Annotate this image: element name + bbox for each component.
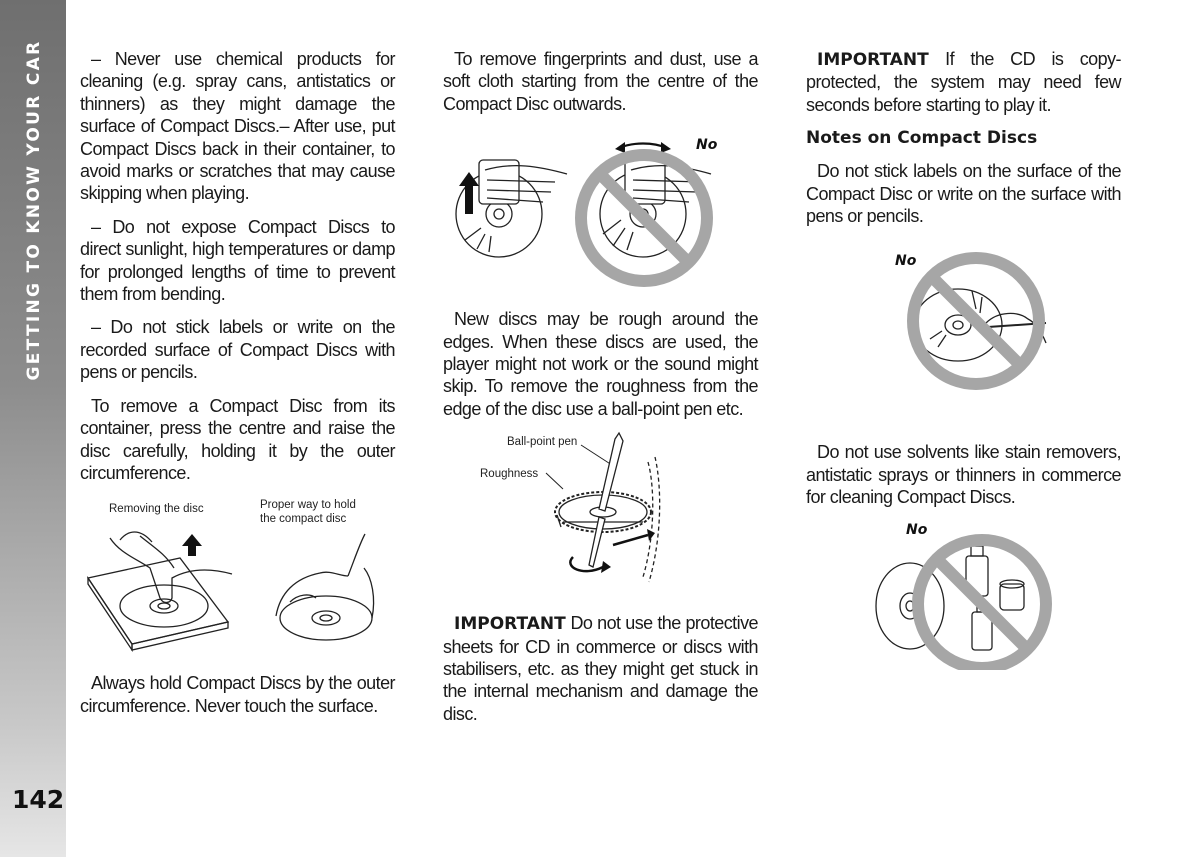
paragraph-important-copy-protected <box>806 48 1121 116</box>
heading-notes-on-compact-discs: Notes on Compact Discs <box>806 128 1038 149</box>
paragraph-hold-circumference: Always hold Compact Discs by the outer circumference. Never touch the surface. <box>80 673 395 716</box>
prohibition-sign-icon <box>918 540 1046 668</box>
paragraph-no-labels: Do not stick labels on the surface of the Compact Disc or write on the surface with pens or pencils. <box>806 161 1121 227</box>
paragraph-chemical-products: – Never use chemical products for cleaning (e.g. spray cans, antistatics or thinners) as they might damage the surface of Compact Discs.– After use, put Compact Discs back in their container, to avoid marks or scratches that may cause skipping when playing. <box>80 49 395 204</box>
label-ballpoint-pen: Ball-point pen <box>507 436 578 449</box>
page-number: 142 <box>12 785 65 814</box>
rough-disc-drawing <box>546 445 660 582</box>
caption-removing-disc: Removing the disc <box>109 503 204 516</box>
important-label: IMPORTANT <box>817 50 929 70</box>
up-arrow-icon <box>182 534 202 556</box>
column-3 <box>806 48 1121 670</box>
paragraph-sunlight: – Do not expose Compact Discs to direct sunlight, high temperatures or damp for prolonged lengths of time to prevent them from bending. <box>80 216 395 305</box>
column-1 <box>80 48 395 728</box>
caption-proper-hold-2: the compact disc <box>260 513 347 526</box>
paragraph-no-solvents: Do not use solvents like stain removers, antistatic sprays or thinners in commerce for cleaning Compact Discs. <box>806 442 1121 508</box>
handling-disc-illustration <box>80 498 395 658</box>
paragraph-rough-discs: New discs may be rough around the edges. When these discs are used, the player might not work or the sound might skip. To remove the roughness from the edge of the disc use a ball-point pen etc. <box>443 309 758 419</box>
figure-cleaning <box>443 124 758 302</box>
no-solvents-illustration <box>806 520 1121 670</box>
arrow-head-left-icon <box>615 142 625 153</box>
ballpoint-pen-illustration <box>443 427 758 602</box>
section-title-container <box>22 39 46 381</box>
no-writing-illustration <box>806 251 1121 451</box>
figure-no-writing <box>806 251 1121 451</box>
disc-hold-drawing <box>276 534 374 640</box>
important-copy-protected-text: If the CD is copy-protected, the system may need few seconds before starting to play it. <box>806 49 1121 115</box>
disc-case-drawing <box>88 532 232 650</box>
important-protective-sheets-text: Do not use the protective sheets for CD in commerce or discs with stabilisers, etc. as they might get stuck in the internal mechanism and damage the disc. <box>443 613 758 724</box>
no-label: No <box>906 521 928 538</box>
section-title: GETTING TO KNOW YOUR CAR <box>24 39 44 381</box>
figure-no-solvents <box>806 520 1121 670</box>
paragraph-labels: – Do not stick labels or write on the recorded surface of Compact Discs with pens or pencils. <box>80 317 395 383</box>
cleaning-illustration <box>443 124 758 302</box>
paragraph-remove-disc: To remove a Compact Disc from its container, press the centre and raise the disc carefully, holding it by the outer circumference. <box>80 395 395 483</box>
arrow-head-right-icon <box>661 142 671 153</box>
label-roughness: Roughness <box>480 468 539 481</box>
paragraph-important-protective-sheets <box>443 612 758 725</box>
no-label: No <box>696 137 718 154</box>
prohibition-sign-icon <box>913 258 1039 384</box>
no-label: No <box>895 253 917 270</box>
figure-ballpoint-pen <box>443 427 758 602</box>
circular-motion-arrow <box>619 144 667 149</box>
caption-proper-hold-1: Proper way to hold <box>260 499 356 512</box>
disc-and-bottles-drawing <box>876 546 1024 650</box>
important-label: IMPORTANT <box>454 614 566 635</box>
column-2 <box>443 48 758 736</box>
paragraph-fingerprints: To remove fingerprints and dust, use a soft cloth starting from the centre of the Compact Disc outwards. <box>443 49 758 114</box>
figure-handling-disc <box>80 498 395 658</box>
rotation-arrows-icon <box>570 529 655 573</box>
section-sidebar <box>0 0 66 857</box>
